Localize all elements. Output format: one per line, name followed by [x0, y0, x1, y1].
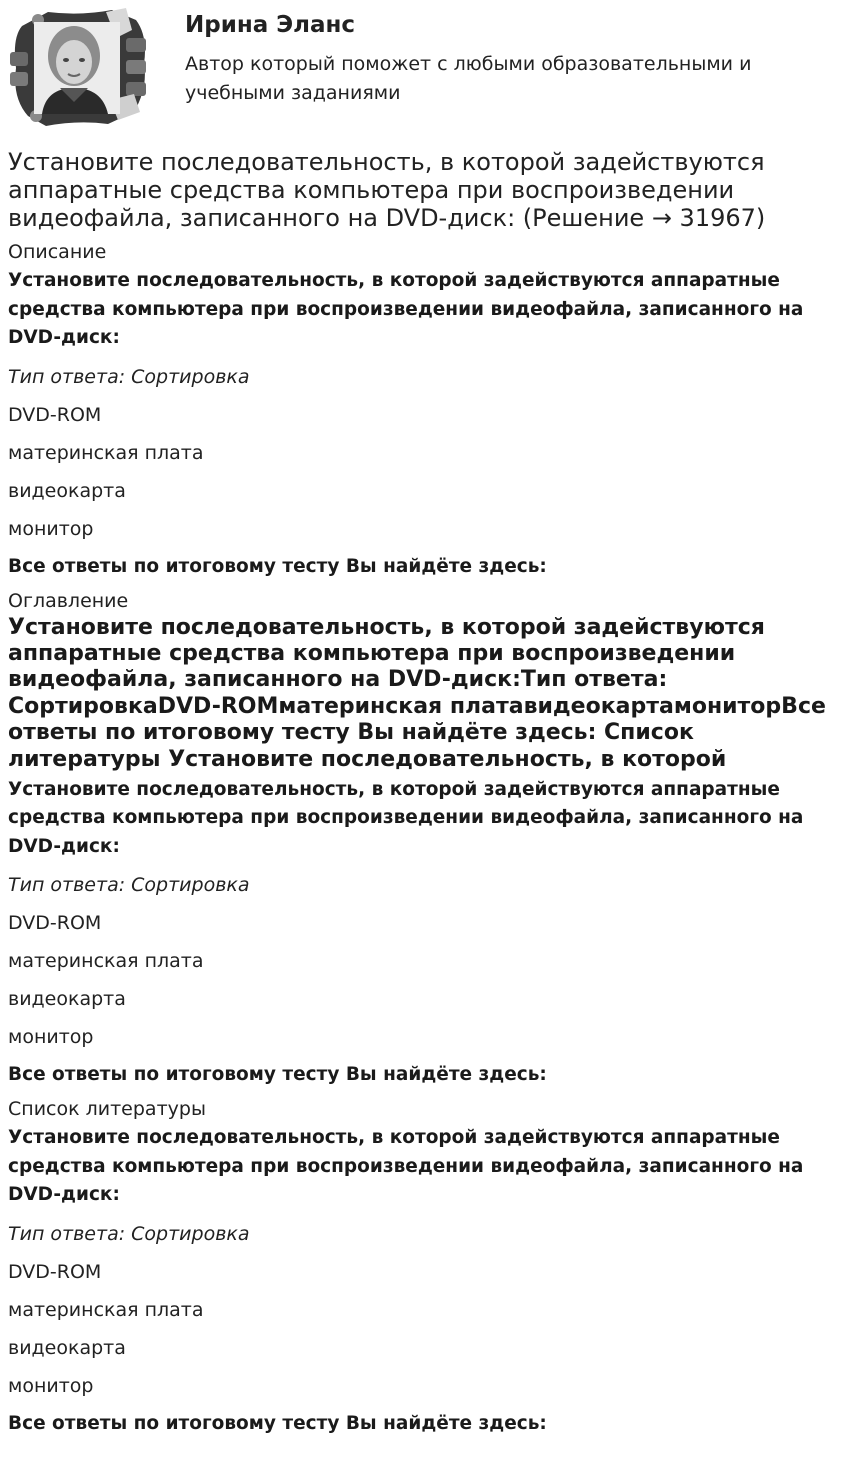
- option-item: DVD-ROM: [8, 912, 102, 934]
- author-avatar: [8, 8, 150, 128]
- answer-type: Тип ответа: Сортировка: [8, 365, 250, 388]
- option-item: видеокарта: [8, 479, 126, 502]
- all-answers-note: Все ответы по итоговому тесту Вы найдёте здесь:: [8, 1064, 547, 1085]
- option-item: DVD-ROM: [8, 1260, 102, 1283]
- toc-summary: Установите последовательность, в которой задействуются аппаратные средства компьютера при воспроизведении видеофайла, записанного на DVD-диск:Тип ответа: СортировкаDVD-ROMматеринская платавидеокартамониторВсе ответы по итоговому тесту Вы найдёте здесь: Список литературы Установите последовательность, в которой: [8, 614, 826, 772]
- answer-type: Тип ответа: Сортировка: [8, 1222, 250, 1245]
- section-label-description: Описание: [8, 241, 107, 263]
- option-item: видеокарта: [8, 988, 126, 1010]
- option-item: монитор: [8, 517, 94, 540]
- literature-section: [8, 1097, 839, 1438]
- description-section: [8, 240, 839, 581]
- question-text: Установите последовательность, в которой задействуются аппаратные средства компьютера при воспроизведении видеофайла, записанного на DVD-диск:: [8, 1127, 804, 1205]
- main-content: [8, 148, 839, 1438]
- option-item: монитор: [8, 1374, 94, 1397]
- author-header: [8, 8, 839, 128]
- toc-section: [8, 589, 839, 1090]
- author-description: Автор который поможет с любыми образовательными и учебными заданиями: [185, 53, 752, 104]
- section-label-literature: Список литературы: [8, 1098, 206, 1120]
- section-label-toc: Оглавление: [8, 589, 129, 612]
- option-item: монитор: [8, 1026, 94, 1048]
- option-item: DVD-ROM: [8, 403, 102, 426]
- option-item: материнская плата: [8, 1298, 204, 1321]
- question-text: Установите последовательность, в которой задействуются аппаратные средства компьютера при воспроизведении видеофайла, записанного на DVD-диск:: [8, 270, 804, 348]
- all-answers-note: Все ответы по итоговому тесту Вы найдёте здесь:: [8, 1412, 547, 1434]
- question-text: Установите последовательность, в которой задействуются аппаратные средства компьютера при воспроизведении видеофайла, записанного на DVD-диск:: [8, 778, 804, 857]
- option-item: материнская плата: [8, 441, 204, 464]
- answer-type: Тип ответа: Сортировка: [8, 874, 250, 896]
- all-answers-note: Все ответы по итоговому тесту Вы найдёте здесь:: [8, 555, 547, 577]
- author-name[interactable]: Ирина Эланс: [185, 12, 356, 38]
- page-title: Установите последовательность, в которой задействуются аппаратные средства компьютера при воспроизведении видеофайла, записанного на DVD-диск: (Решение → 31967): [8, 148, 766, 232]
- option-item: видеокарта: [8, 1336, 126, 1359]
- option-item: материнская плата: [8, 950, 204, 972]
